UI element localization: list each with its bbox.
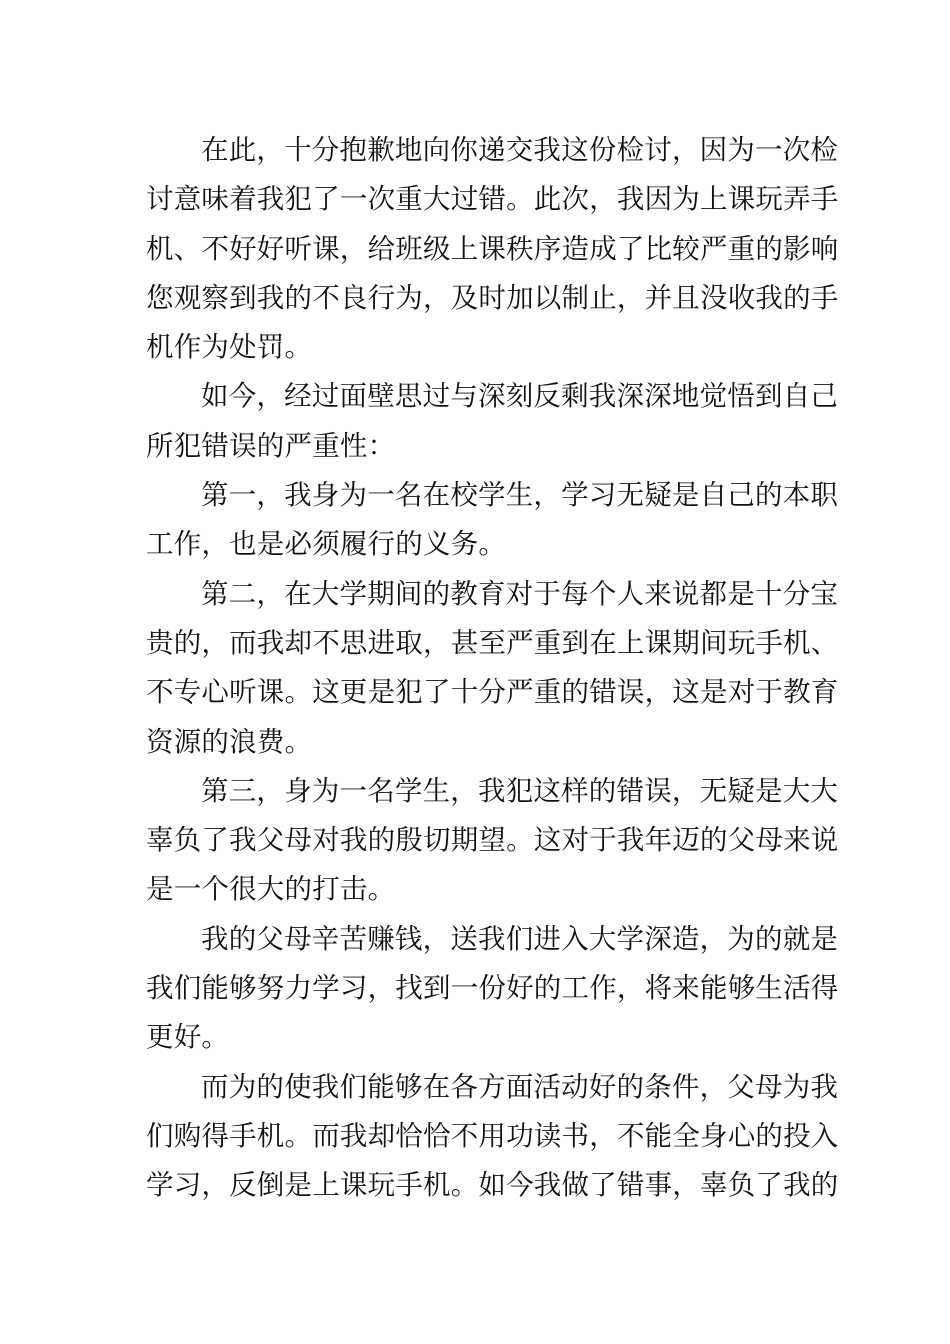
text-line: 所犯错误的严重性： (146, 429, 396, 462)
text-line: 在此，十分抱歉地向你递交我这份检讨，因为一次检 (201, 134, 839, 166)
text-line: 学习，反倒是上课玩手机。如今我做了错事，辜负了我的 (146, 1169, 839, 1202)
text-line: 讨意味着我犯了一次重大过错。此次，我因为上课玩弄手 (146, 183, 839, 216)
text-line: 第一，我身为一名在校学生，学习无疑是自己的本职 (201, 479, 839, 512)
text-line: 是一个很大的打击。 (146, 873, 396, 906)
text-line: 资源的浪费。 (146, 725, 313, 758)
text-line: 机作为处罚。 (146, 331, 313, 364)
text-line: 辜负了我父母对我的殷切期望。这对于我年迈的父母来说 (146, 824, 839, 857)
text-line: 机、不好好听课，给班级上课秩序造成了比较严重的影响 (146, 232, 839, 265)
text-line: 第三，身为一名学生，我犯这样的错误，无疑是大大 (201, 774, 839, 807)
text-line: 第二，在大学期间的教育对于每个人来说都是十分宝 (201, 577, 839, 610)
document-body (146, 126, 839, 1211)
text-line: 我们能够努力学习，找到一份好的工作，将来能够生活得 (146, 972, 839, 1005)
text-line: 您观察到我的不良行为，及时加以制止，并且没收我的手 (146, 281, 839, 314)
text-line: 不专心听课。这更是犯了十分严重的错误，这是对于教育 (146, 676, 839, 709)
text-line: 贵的，而我却不思进取，甚至严重到在上课期间玩手机、 (146, 626, 839, 659)
text-line: 们购得手机。而我却恰恰不用功读书，不能全身心的投入 (146, 1119, 839, 1152)
text-line: 如今，经过面壁思过与深刻反剩我深深地觉悟到自己 (201, 380, 839, 413)
text-line: 而为的使我们能够在各方面活动好的条件，父母为我 (201, 1070, 839, 1103)
text-line: 我的父母辛苦赚钱，送我们进入大学深造，为的就是 (201, 922, 839, 955)
text-line: 更好。 (146, 1021, 230, 1054)
text-line: 工作，也是必须履行的义务。 (146, 528, 507, 561)
